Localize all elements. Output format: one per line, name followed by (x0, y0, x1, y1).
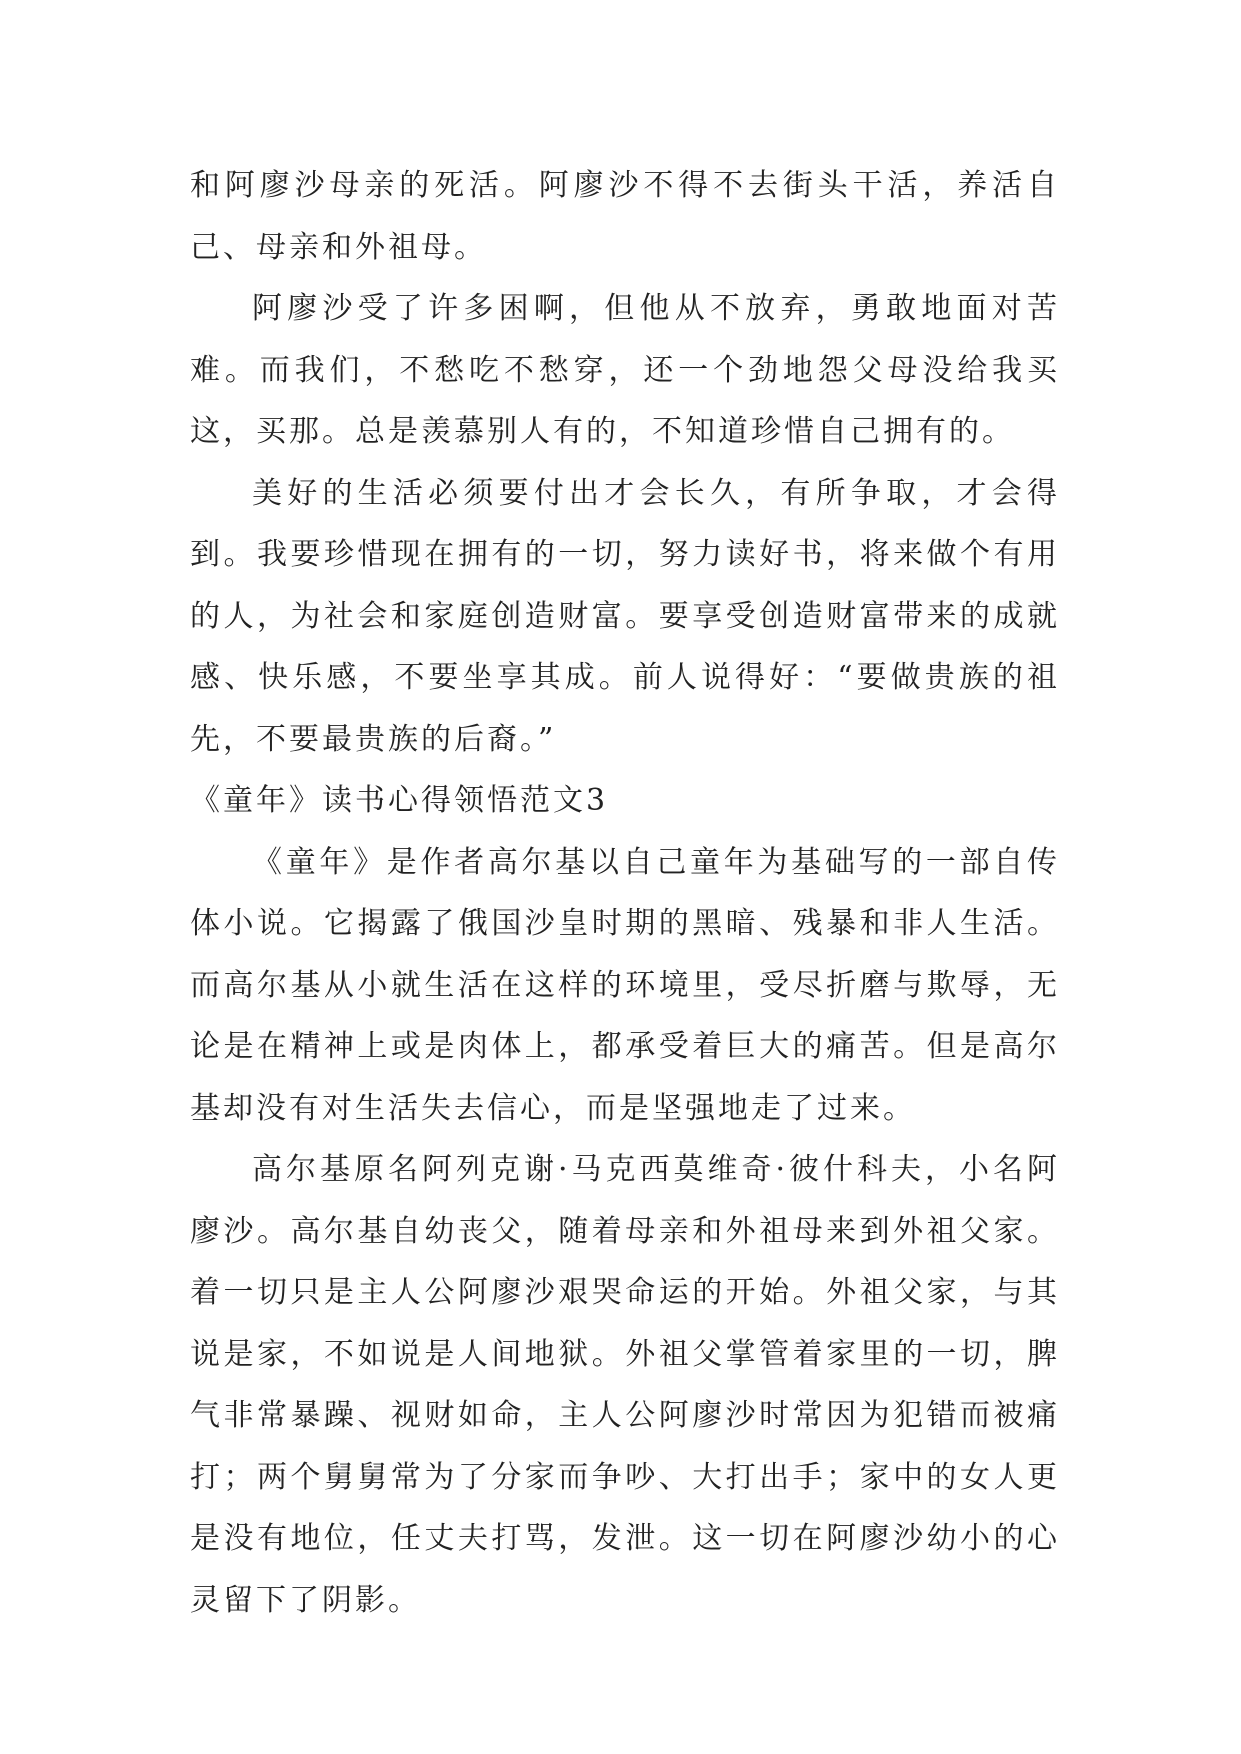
paragraph: 《童年》是作者高尔基以自己童年为基础写的一部自传体小说。它揭露了俄国沙皇时期的黑暗、残暴和非人生活。而高尔基从小就生活在这样的环境里，受尽折磨与欺辱，无论是在精神上或是肉体上，都承受着巨大的痛苦。但是高尔基却没有对生活失去信心，而是坚强地走了过来。 (190, 844, 1060, 1126)
paragraph-continuation: 和阿廖沙母亲的死活。阿廖沙不得不去街头干活，养活自己、母亲和外祖母。 (190, 168, 1060, 265)
section-title: 《童年》读书心得领悟范文3 (190, 783, 609, 818)
paragraph: 高尔基原名阿列克谢·马克西莫维奇·彼什科夫，小名阿廖沙。高尔基自幼丧父，随着母亲和外祖母来到外祖父家。着一切只是主人公阿廖沙艰哭命运的开始。外祖父家，与其说是家，不如说是人间地狱。外祖父掌管着家里的一切，脾气非常暴躁、视财如命，主人公阿廖沙时常因为犯错而被痛打；两个舅舅常为了分家而争吵、大打出手；家中的女人更是没有地位，任丈夫打骂，发泄。这一切在阿廖沙幼小的心灵留下了阴影。 (190, 1152, 1060, 1618)
paragraph: 美好的生活必须要付出才会长久，有所争取，才会得到。我要珍惜现在拥有的一切，努力读好书，将来做个有用的人，为社会和家庭创造财富。要享受创造财富带来的成就感、快乐感，不要坐享其成。前人说得好：“要做贵族的祖先，不要最贵族的后裔。” (190, 475, 1060, 757)
paragraph: 阿廖沙受了许多困啊，但他从不放弃，勇敢地面对苦难。而我们，不愁吃不愁穿，还一个劲地怨父母没给我买这，买那。总是羡慕别人有的，不知道珍惜自己拥有的。 (190, 291, 1060, 449)
document-body (190, 155, 1060, 1631)
